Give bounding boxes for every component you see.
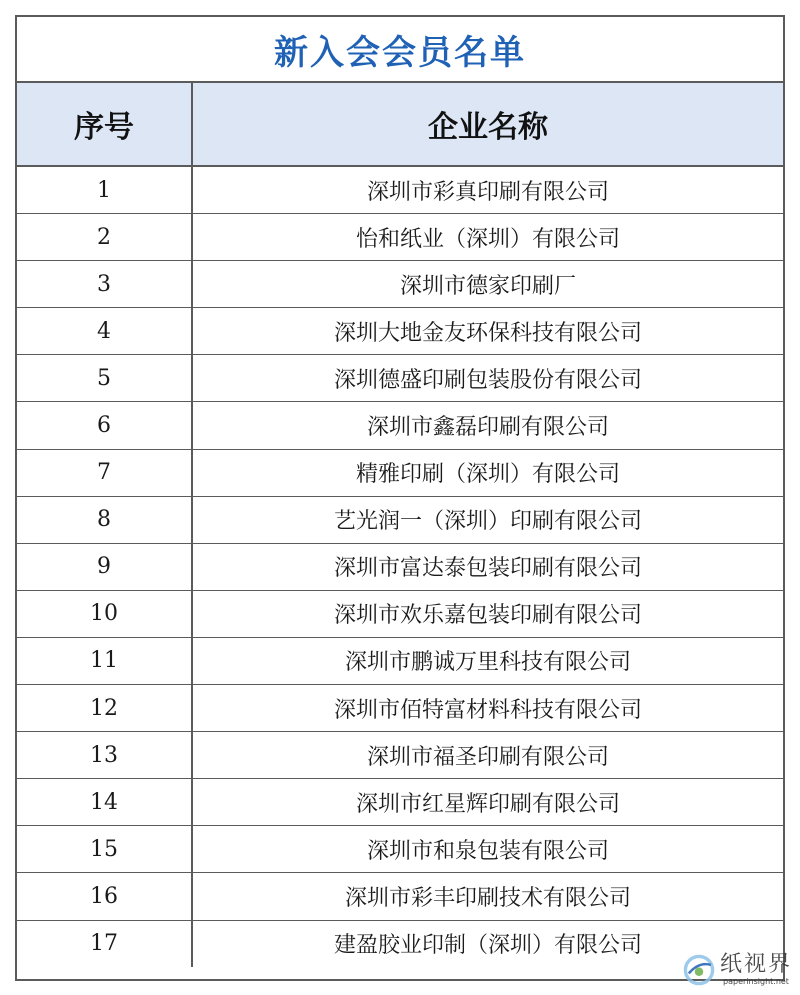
row-number: 11 bbox=[17, 637, 192, 684]
row-number: 16 bbox=[17, 873, 192, 920]
company-name: 深圳市和泉包装有限公司 bbox=[192, 826, 783, 873]
table-row bbox=[17, 826, 783, 873]
table-row bbox=[17, 355, 783, 402]
table-row bbox=[17, 732, 783, 779]
company-name: 深圳大地金友环保科技有限公司 bbox=[192, 308, 783, 355]
header-company-name: 企业名称 bbox=[192, 83, 783, 166]
table-header-row bbox=[17, 83, 783, 166]
table-row bbox=[17, 449, 783, 496]
company-name: 深圳市彩真印刷有限公司 bbox=[192, 166, 783, 214]
company-name: 深圳市欢乐嘉包装印刷有限公司 bbox=[192, 590, 783, 637]
row-number: 1 bbox=[17, 166, 192, 214]
row-number: 3 bbox=[17, 261, 192, 308]
table-row bbox=[17, 214, 783, 261]
company-name: 深圳市彩丰印刷技术有限公司 bbox=[192, 873, 783, 920]
company-name: 深圳市红星辉印刷有限公司 bbox=[192, 779, 783, 826]
member-table bbox=[17, 83, 783, 967]
table-row bbox=[17, 873, 783, 920]
watermark-text: 纸视界 bbox=[719, 952, 792, 977]
table-row bbox=[17, 543, 783, 590]
page-title: 新入会会员名单 bbox=[17, 17, 783, 83]
table-row bbox=[17, 685, 783, 732]
company-name: 精雅印刷（深圳）有限公司 bbox=[192, 449, 783, 496]
paperinsight-logo-icon bbox=[682, 953, 716, 987]
header-serial-number: 序号 bbox=[17, 83, 192, 166]
company-name: 深圳市德家印刷厂 bbox=[192, 261, 783, 308]
table-row bbox=[17, 637, 783, 684]
company-name: 艺光润一（深圳）印刷有限公司 bbox=[192, 496, 783, 543]
row-number: 9 bbox=[17, 543, 192, 590]
table-row bbox=[17, 920, 783, 967]
company-name: 深圳市富达泰包装印刷有限公司 bbox=[192, 543, 783, 590]
watermark bbox=[682, 953, 792, 987]
table-row bbox=[17, 402, 783, 449]
row-number: 17 bbox=[90, 931, 118, 957]
company-name: 深圳市佰特富材料科技有限公司 bbox=[192, 685, 783, 732]
table-row bbox=[17, 308, 783, 355]
table-row bbox=[17, 779, 783, 826]
company-name: 深圳德盛印刷包装股份有限公司 bbox=[192, 355, 783, 402]
table-row bbox=[17, 590, 783, 637]
table-row bbox=[17, 166, 783, 214]
row-number: 7 bbox=[17, 449, 192, 496]
table-row bbox=[17, 496, 783, 543]
row-number: 2 bbox=[17, 214, 192, 261]
row-number: 8 bbox=[17, 496, 192, 543]
watermark-url: paperinsight.net bbox=[723, 977, 789, 986]
company-name: 怡和纸业（深圳）有限公司 bbox=[192, 214, 783, 261]
row-number: 13 bbox=[17, 732, 192, 779]
row-number: 4 bbox=[17, 308, 192, 355]
company-name: 深圳市鹏诚万里科技有限公司 bbox=[192, 637, 783, 684]
row-number: 10 bbox=[17, 590, 192, 637]
company-name: 深圳市福圣印刷有限公司 bbox=[192, 732, 783, 779]
row-number: 12 bbox=[17, 685, 192, 732]
table-row bbox=[17, 261, 783, 308]
row-number: 5 bbox=[17, 355, 192, 402]
member-list-frame bbox=[15, 15, 785, 981]
company-name: 深圳市鑫磊印刷有限公司 bbox=[192, 402, 783, 449]
row-number: 14 bbox=[17, 779, 192, 826]
company-name: 建盈胶业印制（深圳）有限公司 bbox=[192, 920, 783, 967]
row-number: 6 bbox=[17, 402, 192, 449]
row-number: 15 bbox=[17, 826, 192, 873]
